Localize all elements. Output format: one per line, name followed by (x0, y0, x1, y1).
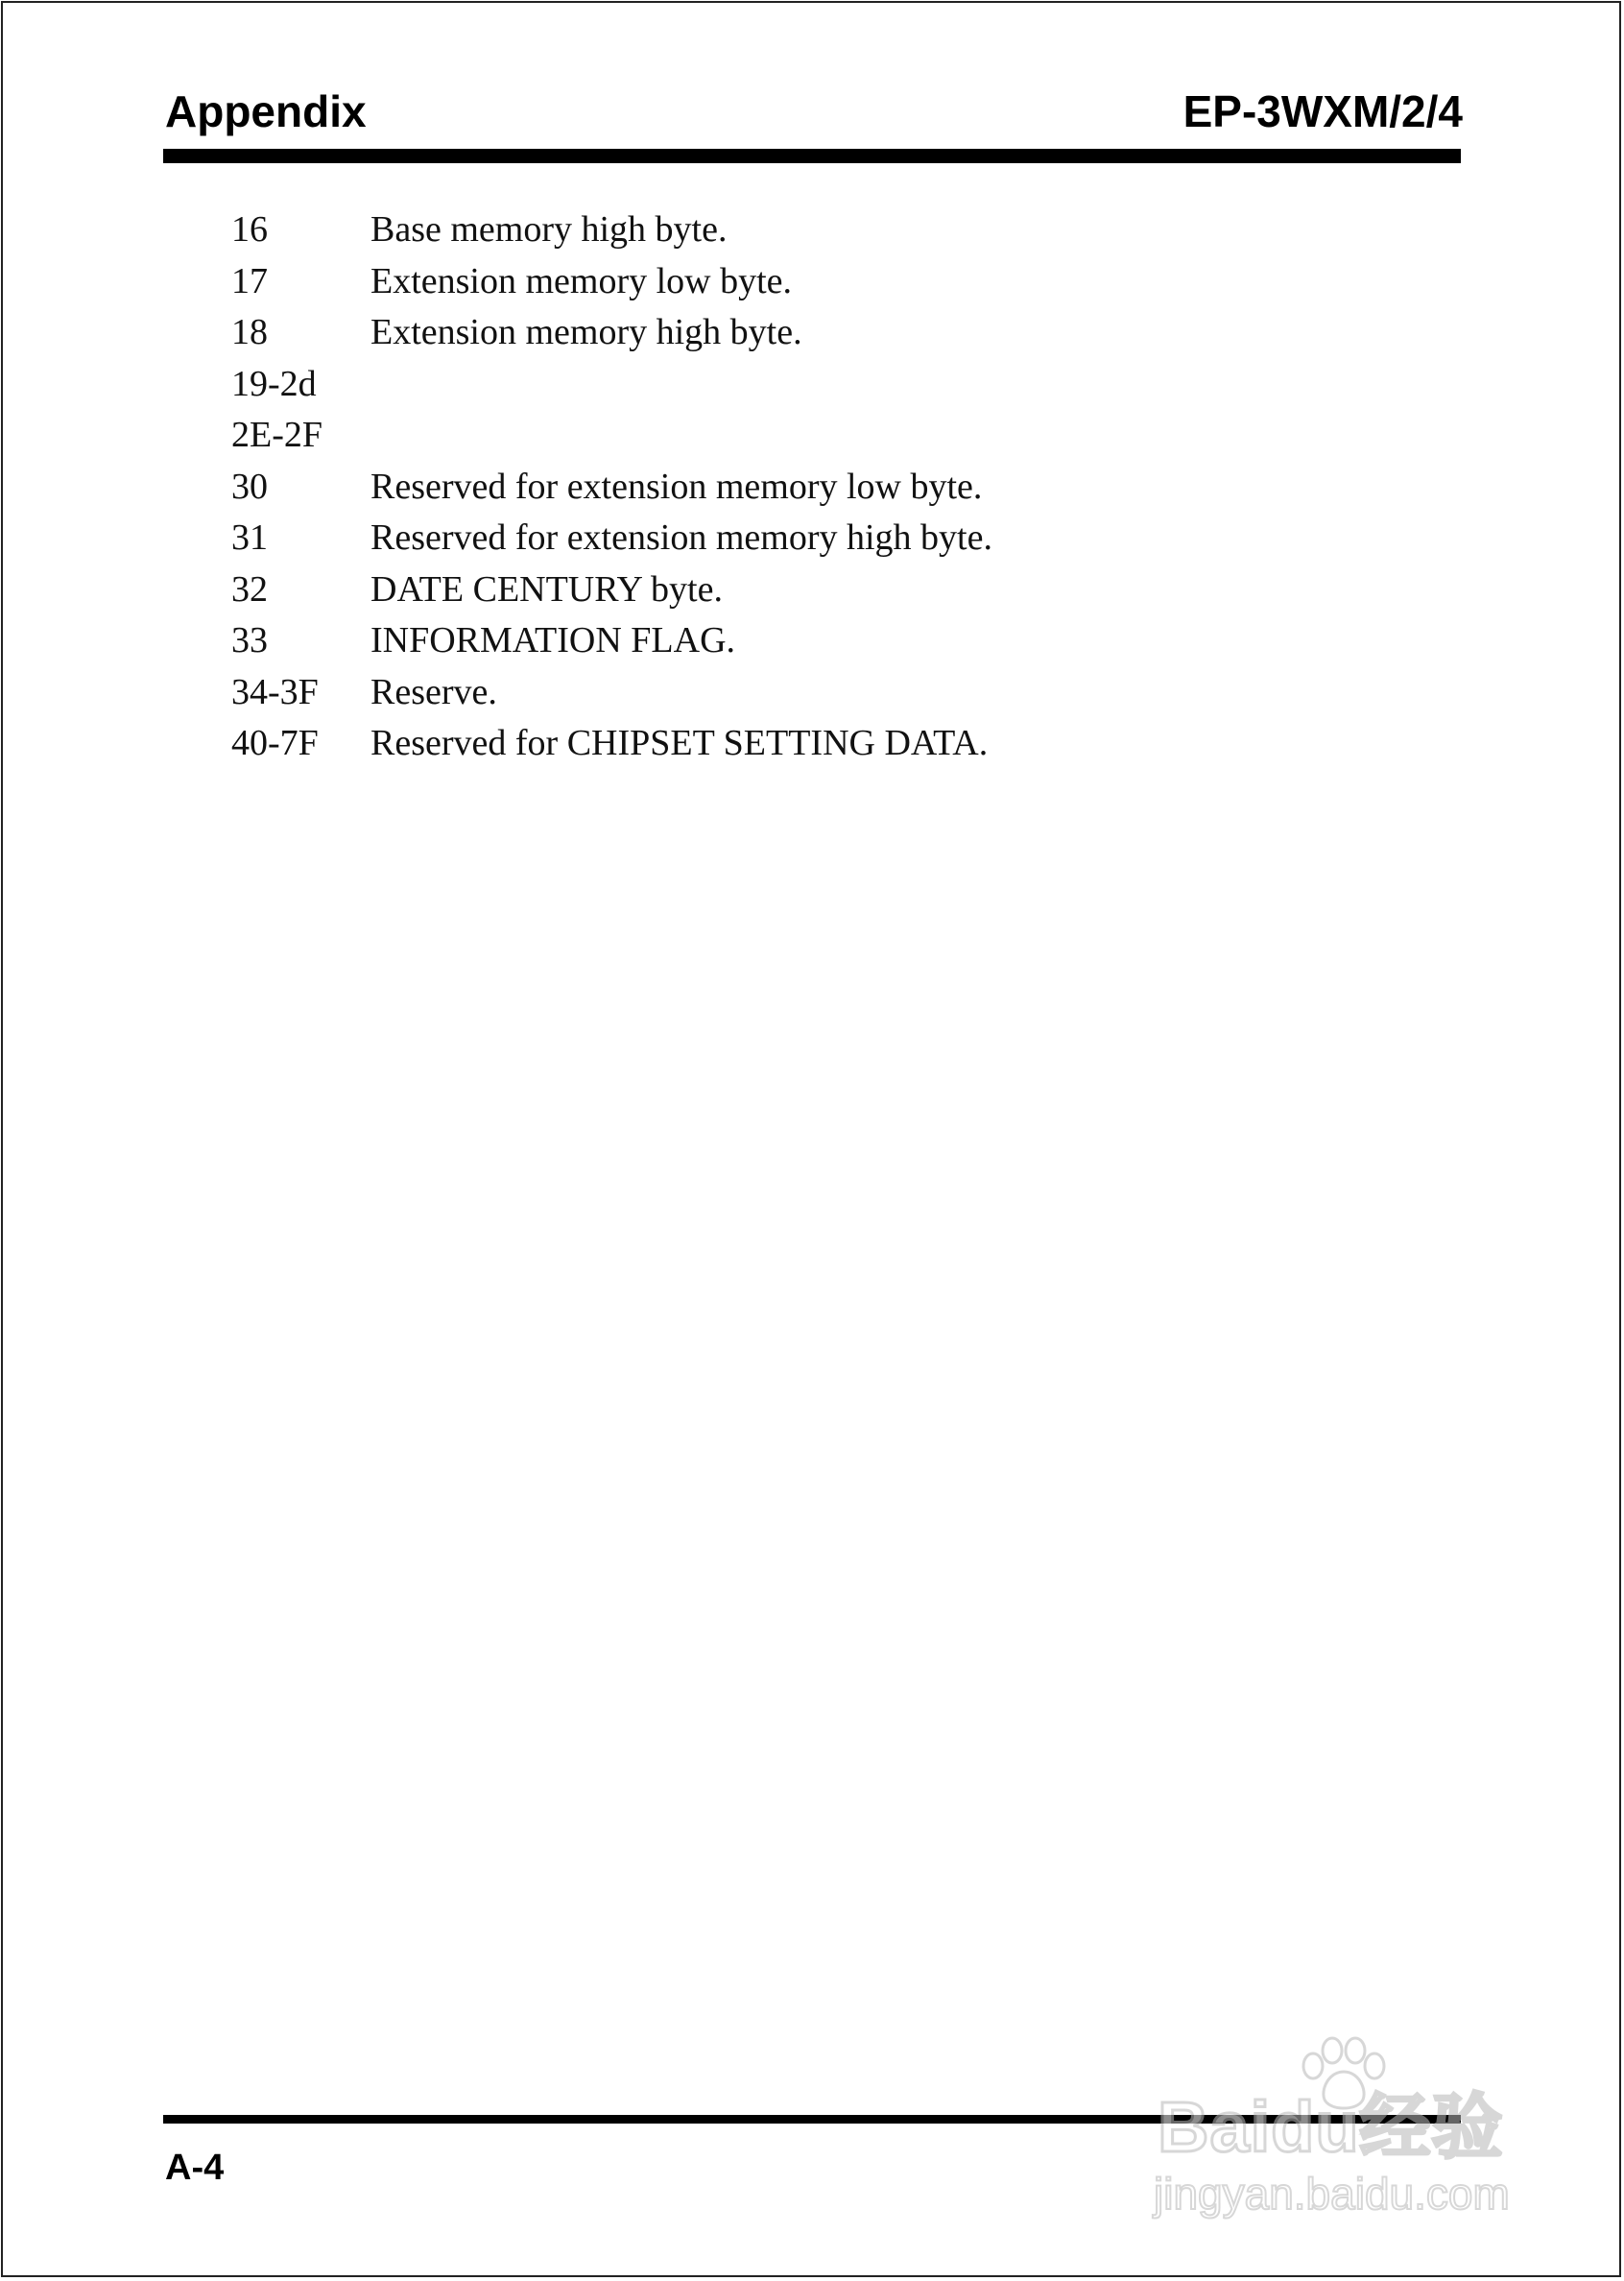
page-number: A-4 (165, 2148, 225, 2188)
entry-address: 32 (231, 568, 268, 610)
entry-description (370, 410, 1479, 462)
entry-description: Extension memory high byte. (370, 312, 802, 352)
entry-row (231, 410, 1479, 462)
entry-row (231, 513, 1479, 564)
watermark-brand: Baidu经验 (1158, 2087, 1504, 2167)
entry-row (231, 359, 1479, 411)
entry-address: 17 (231, 260, 268, 301)
entry-row (231, 718, 1479, 770)
entry-address: 18 (231, 312, 268, 352)
entry-address: 40-7F (231, 723, 319, 763)
entry-description (370, 359, 1479, 411)
entry-description: INFORMATION FLAG. (370, 620, 736, 660)
header-rule (163, 149, 1461, 163)
entry-description: Extension memory low byte. (370, 260, 793, 301)
entry-row (231, 564, 1479, 616)
entry-description: Base memory high byte. (370, 209, 728, 250)
entry-description: Reserved for CHIPSET SETTING DATA. (370, 723, 989, 763)
entry-address: 31 (231, 517, 268, 558)
entry-address: 19-2d (231, 363, 317, 404)
entry-row (231, 256, 1479, 308)
entry-description: Reserve. (370, 671, 497, 712)
entry-row (231, 667, 1479, 719)
baidu-watermark (1148, 2035, 1532, 2227)
entry-description: DATE CENTURY byte. (370, 568, 723, 610)
header-model-name: EP-3WXM/2/4 (1182, 86, 1463, 136)
entry-row (231, 307, 1479, 359)
watermark-site: jingyan.baidu.com (1154, 2169, 1510, 2219)
entry-description: Reserved for extension memory high byte. (370, 517, 992, 558)
entry-address: 16 (231, 209, 268, 250)
entry-row (231, 615, 1479, 667)
entry-address: 30 (231, 466, 268, 507)
entry-address: 2E-2F (231, 415, 322, 455)
entry-description: Reserved for extension memory low byte. (370, 466, 983, 507)
cmos-entry-list (231, 204, 1479, 770)
header-section-title: Appendix (165, 86, 367, 136)
entry-row (231, 204, 1479, 256)
entry-address: 33 (231, 620, 268, 660)
entry-address: 34-3F (231, 671, 319, 712)
entry-row (231, 462, 1479, 514)
